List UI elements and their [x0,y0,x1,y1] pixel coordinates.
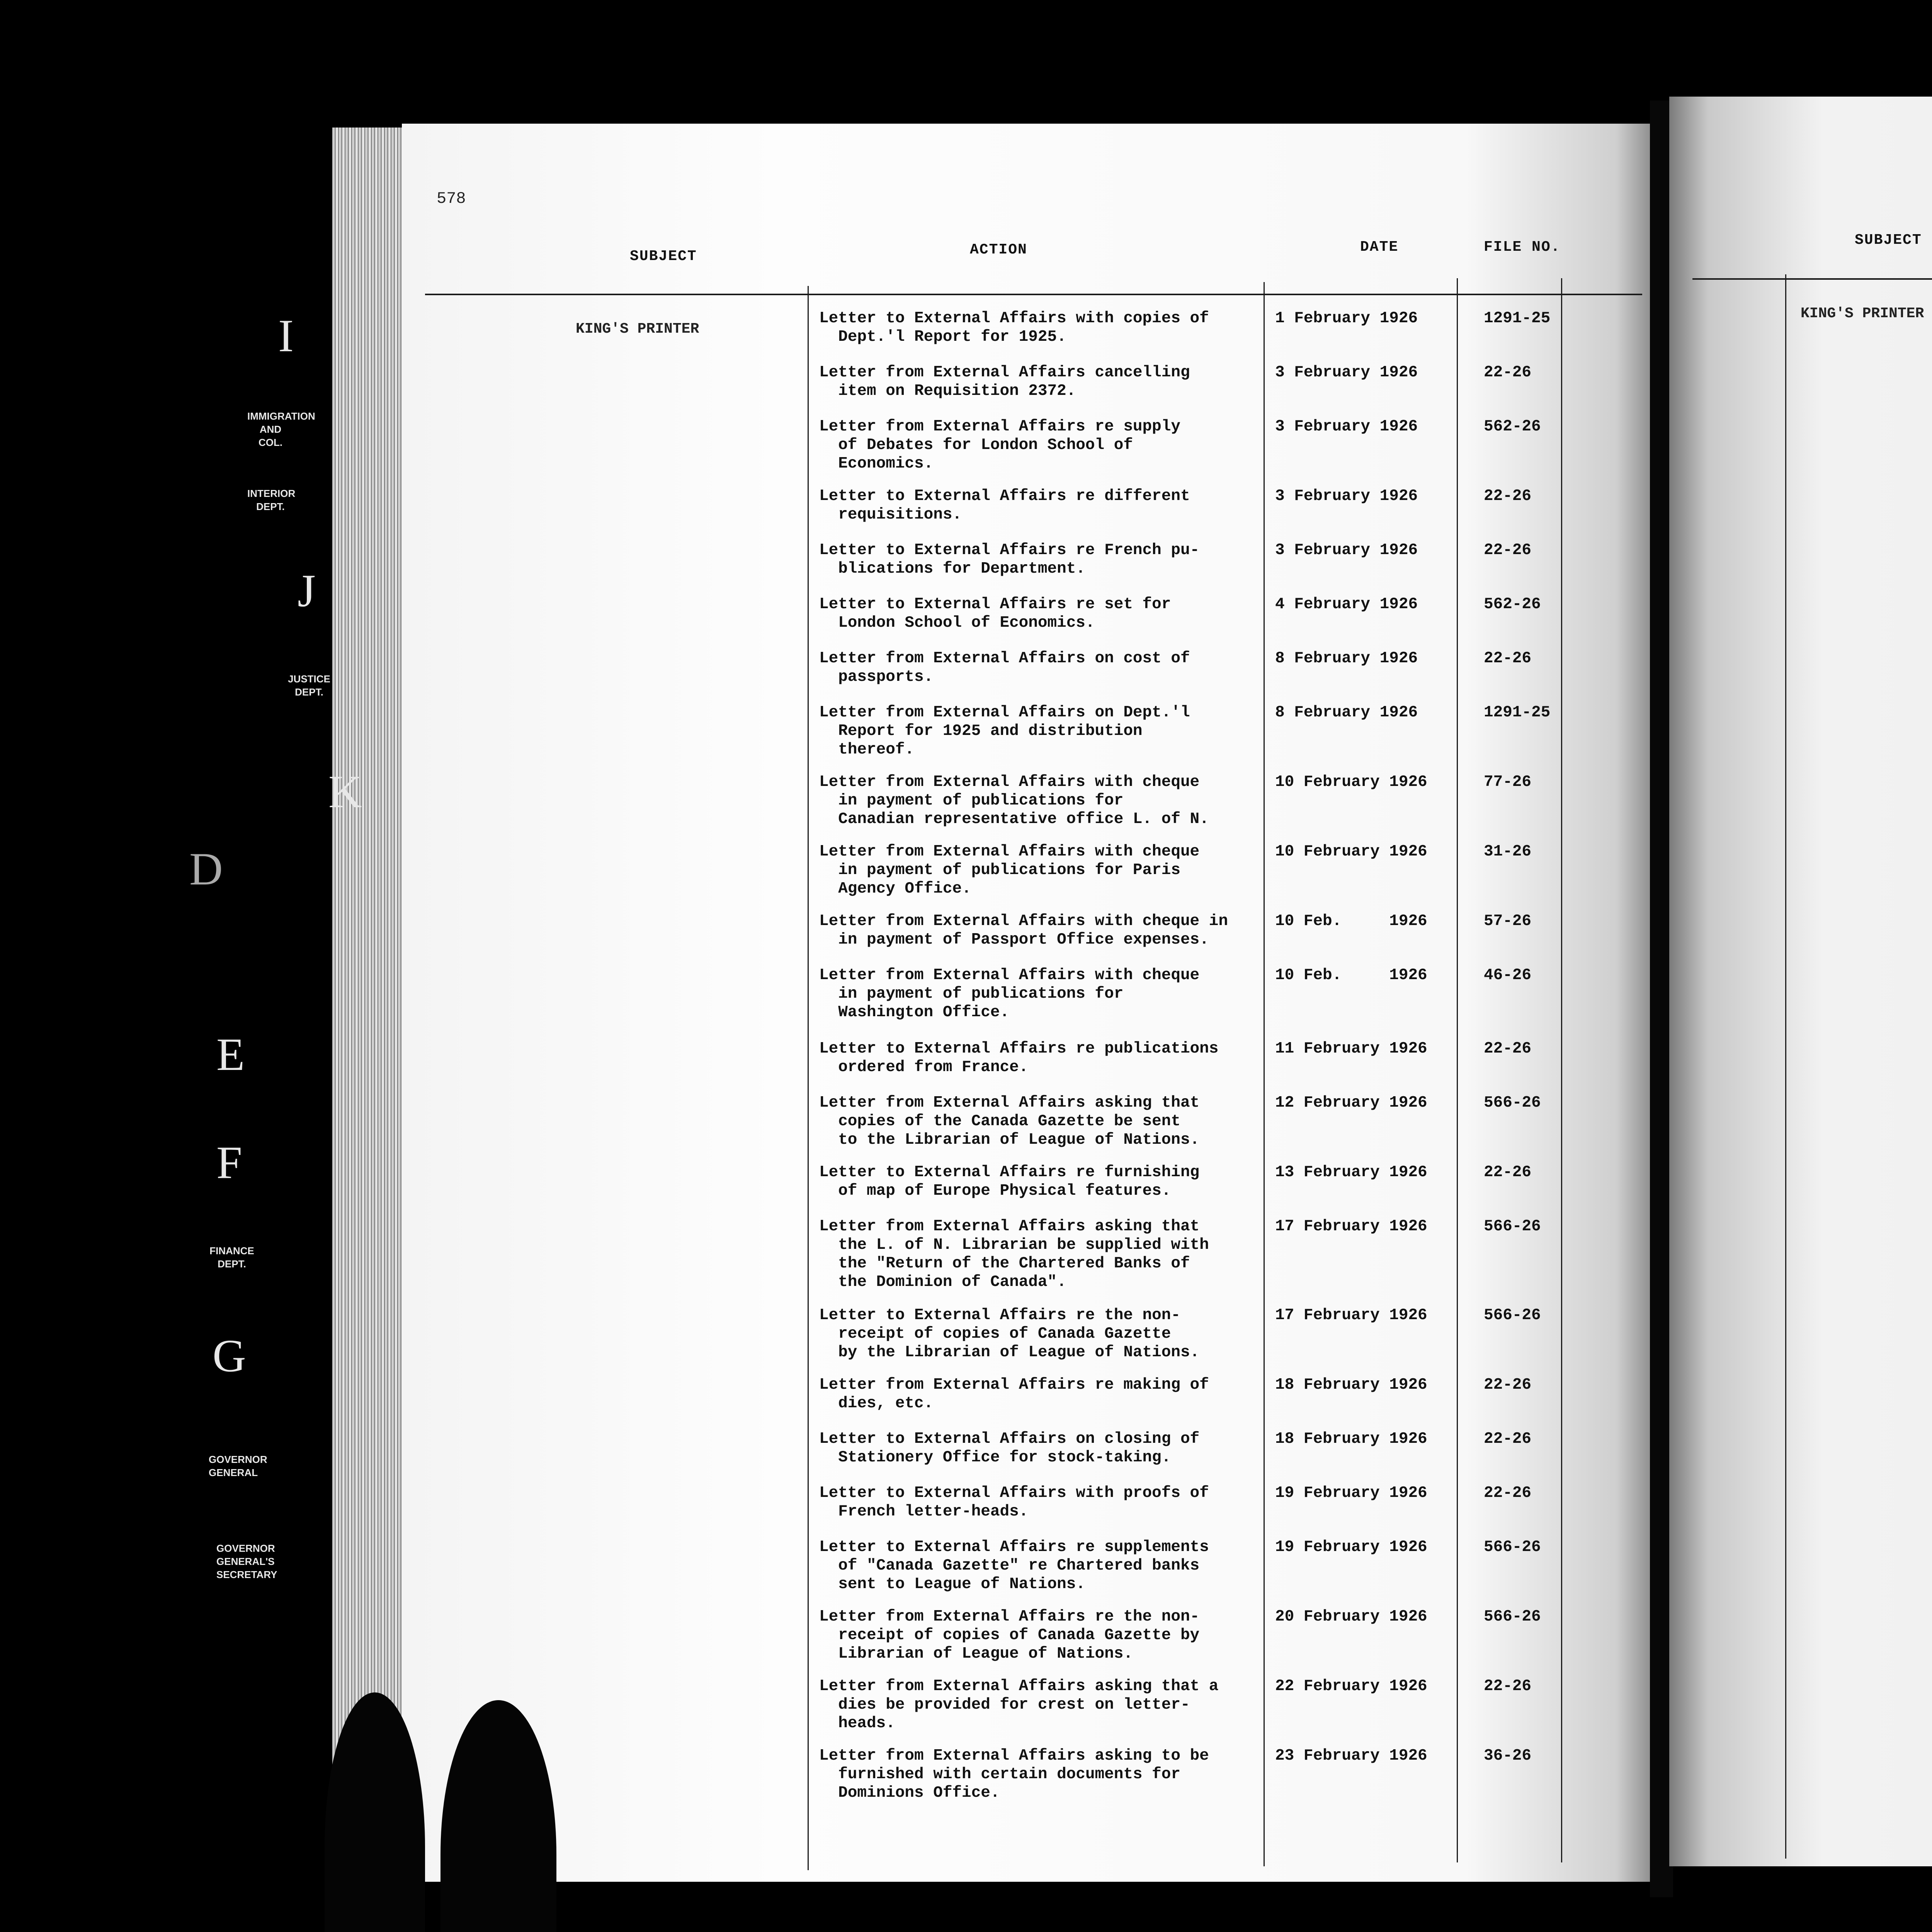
entry-date: 19 February 1926 [1275,1484,1427,1502]
entry-date: 17 February 1926 [1275,1306,1427,1324]
entry-file-no: 1291-25 [1484,310,1551,327]
entry-date: 11 February 1926 [1275,1040,1427,1058]
right-ledger-page [1669,97,1932,1866]
entry-action: Letter from External Affairs with cheque in payment of publications for Canadian representative office L. of N. [819,773,1209,828]
entry-file-no: 1291-25 [1484,704,1551,721]
entry-action: Letter from External Affairs re supply of Debates for London School of Economics. [819,418,1180,473]
entry-file-no: 562-26 [1484,418,1541,435]
entry-date: 22 February 1926 [1275,1677,1427,1695]
column-divider [1561,278,1562,1862]
entry-file-no: 22-26 [1484,1163,1532,1181]
entry-action: Letter to External Affairs re furnishing of map of Europe Physical features. [819,1163,1200,1200]
entry-file-no: 77-26 [1484,773,1532,791]
entry-file-no: 22-26 [1484,541,1532,559]
entry-action: Letter from External Affairs re the non- receipt of copies of Canada Gazette by Librarian of League of Nations. [819,1608,1200,1663]
entry-date: 1 February 1926 [1275,310,1418,327]
entry-action: Letter from External Affairs asking that a dies be provided for crest on letter- heads. [819,1677,1219,1732]
entry-date: 8 February 1926 [1275,704,1418,721]
column-divider [808,286,809,1870]
left-ledger-page [402,124,1654,1882]
index-tab-k: K [328,766,362,817]
entry-date: 3 February 1926 [1275,364,1418,381]
entry-file-no: 22-26 [1484,1040,1532,1058]
index-tab-label-justice: JUSTICE DEPT. [288,673,330,698]
entry-action: Letter from External Affairs asking to be furnished with certain documents for Dominions Office. [819,1747,1209,1802]
entry-file-no: 46-26 [1484,966,1532,984]
index-tab-label-finance: FINANCE DEPT. [209,1245,254,1270]
entry-action: Letter to External Affairs with copies of Dept.'l Report for 1925. [819,310,1209,346]
entry-action: Letter from External Affairs on cost of passports. [819,650,1190,686]
header-action: ACTION [970,242,1027,258]
entry-action: Letter to External Affairs re the non- receipt of copies of Canada Gazette by the Librarian of League of Nations. [819,1306,1200,1361]
entry-file-no: 22-26 [1484,1677,1532,1695]
entry-file-no: 566-26 [1484,1538,1541,1556]
entry-date: 18 February 1926 [1275,1430,1427,1448]
entry-file-no: 562-26 [1484,595,1541,613]
column-divider [1457,278,1458,1862]
index-tab-label-gg-secretary: GOVERNOR GENERAL'S SECRETARY [216,1543,277,1580]
column-divider [1785,274,1786,1859]
entry-action: Letter from External Affairs with cheque in payment of publications for Washington Office. [819,966,1200,1021]
index-tab-label-immigration: IMMIGRATION AND COL. [247,410,315,448]
index-tab-e: E [216,1029,245,1080]
entry-date: 23 February 1926 [1275,1747,1427,1765]
index-tab-j: J [298,565,316,616]
entry-action: Letter from External Affairs asking that the L. of N. Librarian be supplied with the "Return of the Chartered Banks of the Dominion of Canada". [819,1218,1209,1291]
entry-action: Letter from External Affairs with cheque in in payment of Passport Office expenses. [819,912,1228,949]
entry-file-no: 22-26 [1484,1484,1532,1502]
index-tab-i: I [278,310,294,361]
subject-label: KING'S PRINTER [576,321,699,337]
entry-date: 8 February 1926 [1275,650,1418,667]
page-number: 578 [437,189,466,208]
entry-date: 4 February 1926 [1275,595,1418,613]
subject-label: KING'S PRINTER [1801,305,1924,322]
header-file-no: FILE NO. [1484,239,1561,255]
entry-action: Letter from External Affairs on Dept.'l Report for 1925 and distribution thereof. [819,704,1190,759]
entry-action: Letter from External Affairs re making of dies, etc. [819,1376,1209,1412]
entry-file-no: 22-26 [1484,1376,1532,1394]
entry-date: 13 February 1926 [1275,1163,1427,1181]
entry-action: Letter to External Affairs re different requisitions. [819,487,1190,524]
entry-action: Letter to External Affairs re set for London School of Economics. [819,595,1171,632]
entry-file-no: 57-26 [1484,912,1532,930]
entry-date: 10 Feb. 1926 [1275,966,1427,984]
entry-action: Letter to External Affairs re publications ordered from France. [819,1040,1219,1076]
entry-file-no: 566-26 [1484,1218,1541,1235]
entry-file-no: 31-26 [1484,843,1532,861]
entry-action: Letter to External Affairs with proofs of French letter-heads. [819,1484,1209,1520]
entry-date: 10 February 1926 [1275,843,1427,861]
entry-date: 17 February 1926 [1275,1218,1427,1235]
entry-date: 10 February 1926 [1275,773,1427,791]
header-subject: SUBJECT [630,248,697,265]
entry-action: Letter from External Affairs with cheque in payment of publications for Paris Agency Office. [819,843,1200,898]
entry-date: 3 February 1926 [1275,487,1418,505]
entry-date: 19 February 1926 [1275,1538,1427,1556]
index-tab-label-governor-general: GOVERNOR GENERAL [209,1454,267,1478]
entry-date: 3 February 1926 [1275,418,1418,435]
entry-action: Letter to External Affairs on closing of Stationery Office for stock-taking. [819,1430,1200,1466]
entry-date: 20 February 1926 [1275,1608,1427,1626]
index-tab-f: F [216,1137,242,1188]
entry-action: Letter to External Affairs re French pu- blications for Department. [819,541,1200,578]
entry-file-no: 22-26 [1484,364,1532,381]
entry-date: 12 February 1926 [1275,1094,1427,1112]
entry-file-no: 566-26 [1484,1094,1541,1112]
header-rule [425,294,1642,295]
entry-action: Letter to External Affairs re supplements of "Canada Gazette" re Chartered banks sent to League of Nations. [819,1538,1209,1593]
index-tab-d: D [189,843,223,895]
index-tabs [166,162,406,1785]
entry-date: 3 February 1926 [1275,541,1418,559]
entry-file-no: 22-26 [1484,1430,1532,1448]
entry-file-no: 22-26 [1484,487,1532,505]
entry-action: Letter from External Affairs asking that copies of the Canada Gazette be sent to the Librarian of League of Nations. [819,1094,1200,1149]
column-divider [1264,282,1265,1866]
header-subject: SUBJECT [1855,232,1922,248]
entry-file-no: 566-26 [1484,1608,1541,1626]
header-date: DATE [1360,239,1399,255]
index-tab-g: G [213,1330,246,1381]
entry-file-no: 36-26 [1484,1747,1532,1765]
entry-file-no: 566-26 [1484,1306,1541,1324]
entry-file-no: 22-26 [1484,650,1532,667]
entry-date: 18 February 1926 [1275,1376,1427,1394]
index-tab-label-interior: INTERIOR DEPT. [247,488,296,512]
header-rule [1692,278,1932,280]
entry-action: Letter from External Affairs cancelling item on Requisition 2372. [819,364,1190,400]
entry-date: 10 Feb. 1926 [1275,912,1427,930]
